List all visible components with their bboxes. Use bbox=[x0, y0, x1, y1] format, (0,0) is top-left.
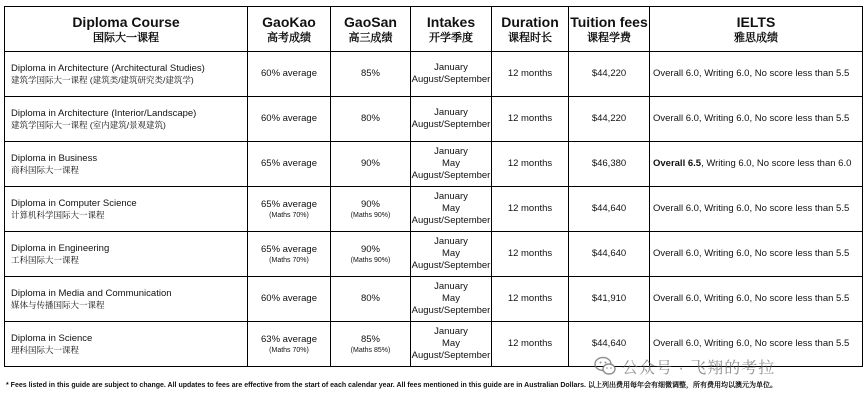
course-name-en: Diploma in Science bbox=[11, 332, 93, 344]
gaokao-cell bbox=[248, 52, 331, 97]
duration-cell bbox=[492, 277, 569, 322]
ielts-requirement: Overall 6.0, Writing 6.0, No score less than 5.5 bbox=[653, 338, 850, 349]
ielts-cell bbox=[650, 187, 863, 232]
gaosan-value: 85% bbox=[360, 68, 380, 79]
intake-item: August/September bbox=[411, 119, 491, 130]
fees-value: $44,220 bbox=[591, 113, 627, 124]
gaokao-note: (Maths 70%) bbox=[269, 211, 309, 219]
table-row bbox=[5, 52, 863, 97]
duration-cell bbox=[492, 142, 569, 187]
gaokao-cell bbox=[248, 142, 331, 187]
intake-item: August/September bbox=[411, 350, 491, 361]
gaosan-cell bbox=[331, 232, 411, 277]
watermark-text: 公众号 · 飞翔的考拉 bbox=[622, 359, 776, 377]
intake-item: January bbox=[434, 236, 468, 247]
fees-cell bbox=[569, 232, 650, 277]
column-header-en: GaoKao bbox=[262, 13, 316, 30]
gaosan-cell bbox=[331, 187, 411, 232]
gaokao-cell bbox=[248, 97, 331, 142]
course-name-cn: 商科国际大一课程 bbox=[11, 164, 80, 175]
gaokao-value: 60% average bbox=[261, 68, 317, 79]
ielts-overall-highlight: Overall 6.5 bbox=[653, 158, 702, 169]
column-header-en: IELTS bbox=[736, 13, 776, 30]
wechat-icon bbox=[594, 356, 616, 376]
ielts-requirement: Overall 6.0, Writing 6.0, No score less than 5.5 bbox=[653, 248, 850, 259]
intake-item: May bbox=[442, 158, 460, 169]
gaokao-cell bbox=[248, 232, 331, 277]
gaosan-note: (Maths 90%) bbox=[350, 211, 391, 219]
gaosan-note: (Maths 90%) bbox=[350, 256, 391, 264]
course-cell bbox=[5, 142, 248, 187]
fees-value: $44,640 bbox=[591, 203, 627, 214]
course-name-cn: 建筑学国际大一课程 (建筑类/建筑研究类/建筑学) bbox=[11, 74, 194, 85]
fees-cell bbox=[569, 97, 650, 142]
intakes-cell bbox=[411, 142, 492, 187]
gaosan-value: 90% bbox=[360, 198, 380, 210]
course-name-cn: 计算机科学国际大一课程 bbox=[11, 209, 105, 220]
gaokao-value: 65% average bbox=[261, 158, 317, 169]
gaosan-note: (Maths 85%) bbox=[350, 346, 391, 354]
intake-item: May bbox=[442, 248, 460, 259]
duration-cell bbox=[492, 322, 569, 367]
fees-value: $46,380 bbox=[591, 158, 627, 169]
intake-item: May bbox=[442, 203, 460, 214]
gaosan-value: 90% bbox=[360, 158, 380, 169]
column-header bbox=[492, 7, 569, 52]
column-header bbox=[331, 7, 411, 52]
course-name-en: Diploma in Architecture (Architectural Studies) bbox=[11, 62, 205, 74]
column-header-cn: 高考成绩 bbox=[267, 31, 311, 44]
course-cell bbox=[5, 232, 248, 277]
course-name-en: Diploma in Engineering bbox=[11, 242, 110, 254]
gaokao-cell bbox=[248, 187, 331, 232]
course-cell bbox=[5, 277, 248, 322]
duration-value: 12 months bbox=[507, 158, 553, 169]
ielts-requirement: Overall 6.0, Writing 6.0, No score less than 5.5 bbox=[653, 113, 850, 124]
gaokao-value: 63% average bbox=[261, 333, 317, 345]
diploma-course-table bbox=[4, 6, 863, 367]
column-header-en: Duration bbox=[501, 13, 559, 30]
column-header bbox=[411, 7, 492, 52]
fees-cell bbox=[569, 52, 650, 97]
intake-item: August/September bbox=[411, 74, 491, 85]
course-name-en: Diploma in Architecture (Interior/Landscape) bbox=[11, 107, 197, 119]
intake-item: January bbox=[434, 107, 468, 118]
duration-value: 12 months bbox=[507, 338, 553, 349]
ielts-cell bbox=[650, 277, 863, 322]
duration-value: 12 months bbox=[507, 203, 553, 214]
intake-item: January bbox=[434, 281, 468, 292]
column-header-cn: 雅思成绩 bbox=[734, 31, 778, 44]
gaokao-value: 60% average bbox=[261, 293, 317, 304]
ielts-requirement: Overall 6.0, Writing 6.0, No score less than 5.5 bbox=[653, 68, 850, 79]
duration-cell bbox=[492, 187, 569, 232]
intake-item: January bbox=[434, 62, 468, 73]
course-cell bbox=[5, 322, 248, 367]
column-header bbox=[650, 7, 863, 52]
column-header-en: Intakes bbox=[426, 13, 476, 30]
gaosan-value: 85% bbox=[360, 333, 380, 345]
ielts-cell bbox=[650, 142, 863, 187]
fees-value: $44,640 bbox=[591, 248, 627, 259]
gaosan-value: 80% bbox=[360, 113, 380, 124]
intake-item: May bbox=[442, 338, 460, 349]
column-header bbox=[248, 7, 331, 52]
fees-cell bbox=[569, 277, 650, 322]
column-header bbox=[5, 7, 248, 52]
course-name-en: Diploma in Media and Communication bbox=[11, 287, 172, 299]
intake-item: August/September bbox=[411, 305, 491, 316]
duration-cell bbox=[492, 97, 569, 142]
gaokao-cell bbox=[248, 322, 331, 367]
column-header-en: Diploma Course bbox=[72, 13, 180, 30]
gaokao-value: 65% average bbox=[261, 198, 317, 210]
intake-item: May bbox=[442, 293, 460, 304]
gaosan-value: 90% bbox=[360, 243, 380, 255]
intakes-cell bbox=[411, 277, 492, 322]
gaosan-cell bbox=[331, 322, 411, 367]
table-body bbox=[5, 52, 863, 367]
column-header-cn: 课程学费 bbox=[587, 31, 631, 44]
gaosan-value: 80% bbox=[360, 293, 380, 304]
watermark bbox=[594, 352, 775, 380]
course-name-en: Diploma in Computer Science bbox=[11, 197, 137, 209]
gaokao-value: 60% average bbox=[261, 113, 317, 124]
fees-value: $44,220 bbox=[591, 68, 627, 79]
ielts-cell bbox=[650, 52, 863, 97]
table-row bbox=[5, 277, 863, 322]
course-name-cn: 理科国际大一课程 bbox=[11, 344, 80, 355]
course-cell bbox=[5, 52, 248, 97]
ielts-requirement: Overall 6.0, Writing 6.0, No score less than 5.5 bbox=[653, 293, 850, 304]
course-cell bbox=[5, 97, 248, 142]
duration-value: 12 months bbox=[507, 113, 553, 124]
course-name-en: Diploma in Business bbox=[11, 152, 98, 164]
table-row bbox=[5, 97, 863, 142]
fees-cell bbox=[569, 142, 650, 187]
gaokao-note: (Maths 70%) bbox=[269, 256, 309, 264]
gaokao-value: 65% average bbox=[261, 243, 317, 255]
ielts-requirement: Overall 6.0, Writing 6.0, No score less than 5.5 bbox=[653, 203, 850, 214]
fees-cell bbox=[569, 187, 650, 232]
intakes-cell bbox=[411, 97, 492, 142]
gaosan-cell bbox=[331, 277, 411, 322]
intakes-cell bbox=[411, 52, 492, 97]
duration-value: 12 months bbox=[507, 248, 553, 259]
footnote: * Fees listed in this guide are subject to change. All updates to fees are effective from the start of each calendar year. All fees mentioned in this guide are in Australian Dollars. 以上列出费用每年会有细微调整，所有费用均以澳元为单位。 bbox=[6, 382, 777, 389]
column-header-cn: 开学季度 bbox=[429, 31, 473, 44]
table-row bbox=[5, 232, 863, 277]
ielts-cell bbox=[650, 232, 863, 277]
intakes-cell bbox=[411, 232, 492, 277]
intake-item: August/September bbox=[411, 170, 491, 181]
duration-cell bbox=[492, 232, 569, 277]
intake-item: August/September bbox=[411, 215, 491, 226]
table-row bbox=[5, 142, 863, 187]
intake-item: January bbox=[434, 191, 468, 202]
fees-value: $44,640 bbox=[591, 338, 627, 349]
ielts-requirement: , Writing 6.0, No score less than 6.0 bbox=[701, 158, 852, 169]
column-header bbox=[569, 7, 650, 52]
intakes-cell bbox=[411, 322, 492, 367]
intake-item: January bbox=[434, 326, 468, 337]
column-header-en: GaoSan bbox=[344, 13, 397, 30]
column-header-cn: 高三成绩 bbox=[348, 31, 393, 44]
duration-value: 12 months bbox=[507, 68, 553, 79]
gaosan-cell bbox=[331, 142, 411, 187]
gaokao-cell bbox=[248, 277, 331, 322]
table-row bbox=[5, 187, 863, 232]
course-name-cn: 建筑学国际大一课程 (室内建筑/景观建筑) bbox=[11, 119, 166, 130]
column-header-cn: 国际大一课程 bbox=[93, 31, 159, 44]
column-header-en: Tuition fees bbox=[570, 13, 648, 30]
gaokao-note: (Maths 70%) bbox=[269, 346, 309, 354]
gaosan-cell bbox=[331, 52, 411, 97]
intake-item: January bbox=[434, 146, 468, 157]
fees-value: $41,910 bbox=[591, 293, 627, 304]
gaosan-cell bbox=[331, 97, 411, 142]
duration-cell bbox=[492, 52, 569, 97]
ielts-cell bbox=[650, 97, 863, 142]
column-header-cn: 课程时长 bbox=[508, 31, 552, 44]
course-cell bbox=[5, 187, 248, 232]
intake-item: August/September bbox=[411, 260, 491, 271]
intakes-cell bbox=[411, 187, 492, 232]
course-name-cn: 媒体与传播国际大一课程 bbox=[11, 299, 105, 310]
course-name-cn: 工科国际大一课程 bbox=[11, 254, 80, 265]
duration-value: 12 months bbox=[507, 293, 553, 304]
table-header bbox=[5, 7, 863, 52]
